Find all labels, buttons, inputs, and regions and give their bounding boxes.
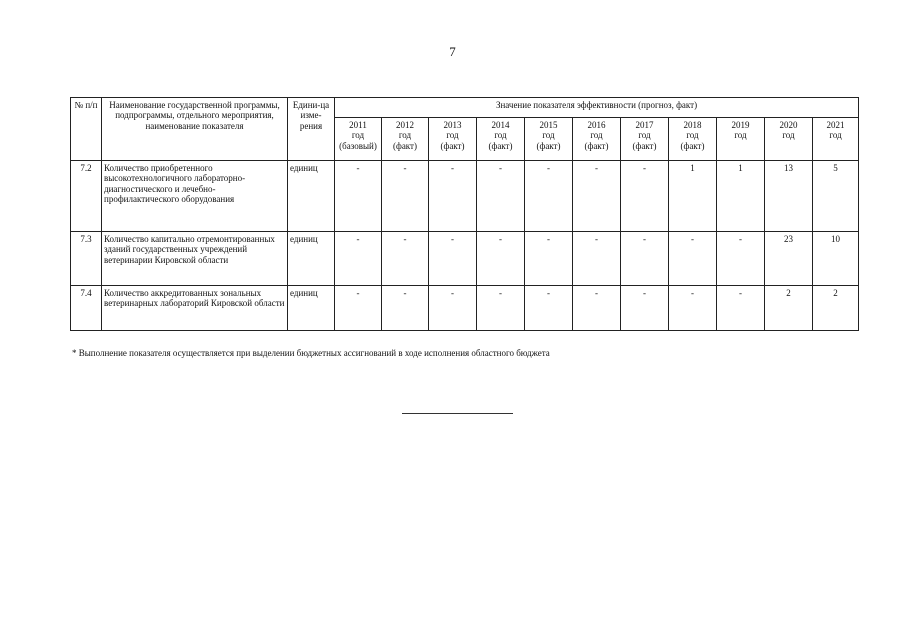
header-year-l2: год — [590, 130, 603, 141]
header-year — [429, 118, 477, 161]
row-value: - — [335, 161, 382, 232]
row-value: - — [573, 161, 621, 232]
row-value: - — [477, 232, 525, 286]
row-value: - — [669, 232, 717, 286]
row-value: - — [429, 232, 477, 286]
row-value: - — [382, 161, 429, 232]
header-year-l2: год — [542, 130, 555, 141]
row-value: 1 — [717, 161, 765, 232]
header-year-l2: год — [446, 130, 459, 141]
header-year-year: 2014 — [491, 120, 510, 130]
header-year-l2: год — [782, 130, 795, 141]
header-year-year: 2017 — [635, 120, 654, 130]
header-year-l3: (факт) — [440, 140, 465, 151]
header-year-year: 2013 — [443, 120, 462, 130]
row-value: - — [573, 232, 621, 286]
row-value: - — [525, 232, 573, 286]
row-value: - — [717, 232, 765, 286]
header-year — [621, 118, 669, 161]
row-value: 13 — [765, 161, 813, 232]
row-value: - — [573, 286, 621, 331]
header-year-year: 2016 — [587, 120, 606, 130]
header-year — [573, 118, 621, 161]
header-year-l2: год — [734, 130, 747, 141]
header-year-l2: год — [638, 130, 651, 141]
header-year — [813, 118, 859, 161]
row-value: 2 — [765, 286, 813, 331]
row-value: - — [525, 286, 573, 331]
row-value: - — [621, 286, 669, 331]
header-year — [477, 118, 525, 161]
table-row — [71, 161, 859, 232]
row-value: 10 — [813, 232, 859, 286]
header-year-l2: год — [686, 130, 699, 141]
row-unit: единиц — [288, 286, 335, 331]
header-year-l2: год — [494, 130, 507, 141]
row-value: 23 — [765, 232, 813, 286]
header-year-year: 2012 — [396, 120, 414, 130]
header-year-l2: год — [829, 130, 842, 141]
header-year — [765, 118, 813, 161]
row-value: - — [382, 286, 429, 331]
row-name: Количество аккредитованных зональных ветеринарных лабораторий Кировской области — [102, 286, 288, 331]
header-year-l3: (факт) — [584, 140, 609, 151]
header-year-l2: год — [351, 130, 365, 141]
row-value: - — [382, 232, 429, 286]
row-value: 5 — [813, 161, 859, 232]
header-name: Наименование государственной программы, подпрограммы, отдельного мероприятия, наименование показателя — [102, 98, 288, 161]
header-year-l3: (факт) — [392, 140, 417, 151]
header-year-l3: (факт) — [536, 140, 561, 151]
table-row — [71, 232, 859, 286]
row-value: - — [621, 232, 669, 286]
header-year-year: 2018 — [683, 120, 702, 130]
row-value: - — [621, 161, 669, 232]
header-unit: Едини-ца изме-рения — [288, 98, 335, 161]
row-value: - — [525, 161, 573, 232]
row-value: - — [669, 286, 717, 331]
row-number: 7.4 — [71, 286, 102, 331]
table-body — [71, 161, 859, 331]
row-value: 2 — [813, 286, 859, 331]
row-value: - — [477, 286, 525, 331]
row-name: Количество приобретенного высокотехнологичного лабораторно-диагностического и лечебно-профилактического оборудования — [102, 161, 288, 232]
page-number: 7 — [449, 44, 456, 59]
row-name: Количество капитально отремонтированных зданий государственных учреждений ветеринарии Кировской области — [102, 232, 288, 286]
row-value: - — [335, 232, 382, 286]
header-number: № п/п — [71, 98, 102, 161]
header-year-l3: (факт) — [488, 140, 513, 151]
header-year-l3: (факт) — [632, 140, 657, 151]
header-year-year: 2015 — [539, 120, 558, 130]
row-value: 1 — [669, 161, 717, 232]
row-number: 7.2 — [71, 161, 102, 232]
row-number: 7.3 — [71, 232, 102, 286]
table-row — [71, 286, 859, 331]
indicators-table — [70, 97, 859, 331]
row-unit: единиц — [288, 161, 335, 232]
row-value: - — [335, 286, 382, 331]
row-unit: единиц — [288, 232, 335, 286]
row-value: - — [429, 161, 477, 232]
row-value: - — [477, 161, 525, 232]
header-group: Значение показателя эффективности (прогноз, факт) — [335, 98, 859, 118]
header-year-year: 2021 — [826, 120, 845, 130]
header-year-l3: (базовый) — [339, 140, 377, 151]
header-year-year: 2020 — [779, 120, 798, 130]
header-row-top — [71, 98, 859, 118]
header-year-l3: (факт) — [680, 140, 705, 151]
header-year-l2: год — [398, 130, 412, 141]
header-year — [525, 118, 573, 161]
header-year-year: 2011 — [349, 120, 367, 130]
separator-line — [402, 413, 513, 414]
header-year-year: 2019 — [731, 120, 750, 130]
header-year — [382, 118, 429, 161]
row-value: - — [717, 286, 765, 331]
header-year — [669, 118, 717, 161]
row-value: - — [429, 286, 477, 331]
footnote: * Выполнение показателя осуществляется при выделении бюджетных ассигнований в ходе исполнения областного бюджета — [72, 348, 550, 358]
header-year — [717, 118, 765, 161]
header-year — [335, 118, 382, 161]
